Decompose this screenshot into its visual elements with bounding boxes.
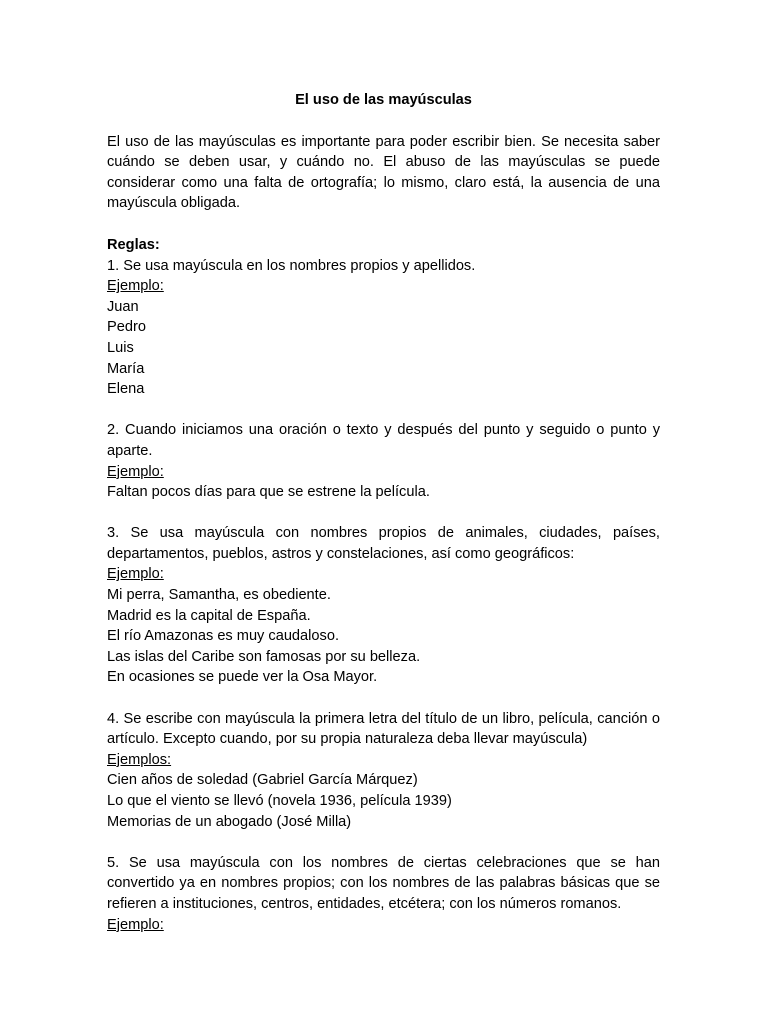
- rule-text: 1. Se usa mayúscula en los nombres propios y apellidos.: [107, 257, 476, 274]
- example-item: Luis: [107, 339, 134, 356]
- example-item: El río Amazonas es muy caudaloso.: [107, 628, 339, 645]
- example-item: En ocasiones se puede ver la Osa Mayor.: [107, 669, 378, 686]
- rule-text: 3. Se usa mayúscula con nombres propios de animales, ciudades, países, departamentos, pueblos, astros y constelaciones, así como geográficos:: [107, 525, 660, 562]
- example-item: Mi perra, Samantha, es obediente.: [107, 587, 331, 604]
- rule-4: [107, 709, 660, 833]
- rule-3: [107, 523, 660, 688]
- rule-text: 2. Cuando iniciamos una oración o texto y después del punto y seguido o punto y aparte.: [107, 422, 660, 459]
- example-item: Juan: [107, 298, 139, 315]
- example-item: Las islas del Caribe son famosas por su belleza.: [107, 648, 421, 665]
- example-label: Ejemplo:: [107, 278, 164, 295]
- rule-text: 4. Se escribe con mayúscula la primera letra del título de un libro, película, canción o artículo. Excepto cuando, por su propia naturaleza deba llevar mayúscula): [107, 710, 660, 748]
- rules-heading: Reglas:: [107, 236, 160, 253]
- example-label: Ejemplo:: [107, 463, 164, 480]
- example-item: Faltan pocos días para que se estrene la película.: [107, 484, 430, 501]
- example-item: María: [107, 360, 145, 377]
- rule-5: [107, 853, 660, 935]
- example-item: Lo que el viento se llevó (novela 1936, película 1939): [107, 793, 452, 809]
- example-label: Ejemplo:: [107, 916, 164, 933]
- rule-text: 5. Se usa mayúscula con los nombres de ciertas celebraciones que se han convertido ya en nombres propios; con los nombres de las palabras básicas que se refieren a instituciones, centros, entidades, etcétera; con los números romanos.: [107, 854, 660, 912]
- example-item: Madrid es la capital de España.: [107, 607, 311, 624]
- example-item: Elena: [107, 381, 145, 398]
- example-label: Ejemplo:: [107, 566, 164, 583]
- example-item: Pedro: [107, 319, 146, 336]
- rules-list: [107, 256, 660, 936]
- document-title: El uso de las mayúsculas: [295, 92, 472, 108]
- example-item: Memorias de un abogado (José Milla): [107, 813, 352, 830]
- intro-paragraph: El uso de las mayúsculas es importante para poder escribir bien. Se necesita saber cuándo se deben usar, y cuándo no. El abuso de las mayúsculas se puede considerar como una falta de ortografía; lo mismo, claro está, la ausencia de una mayúscula obligada.: [107, 133, 660, 212]
- rule-1: [107, 256, 660, 400]
- document-page: [107, 90, 660, 935]
- example-item: Cien años de soledad (Gabriel García Márquez): [107, 772, 418, 789]
- rule-2: [107, 420, 660, 502]
- example-label: Ejemplos:: [107, 751, 172, 768]
